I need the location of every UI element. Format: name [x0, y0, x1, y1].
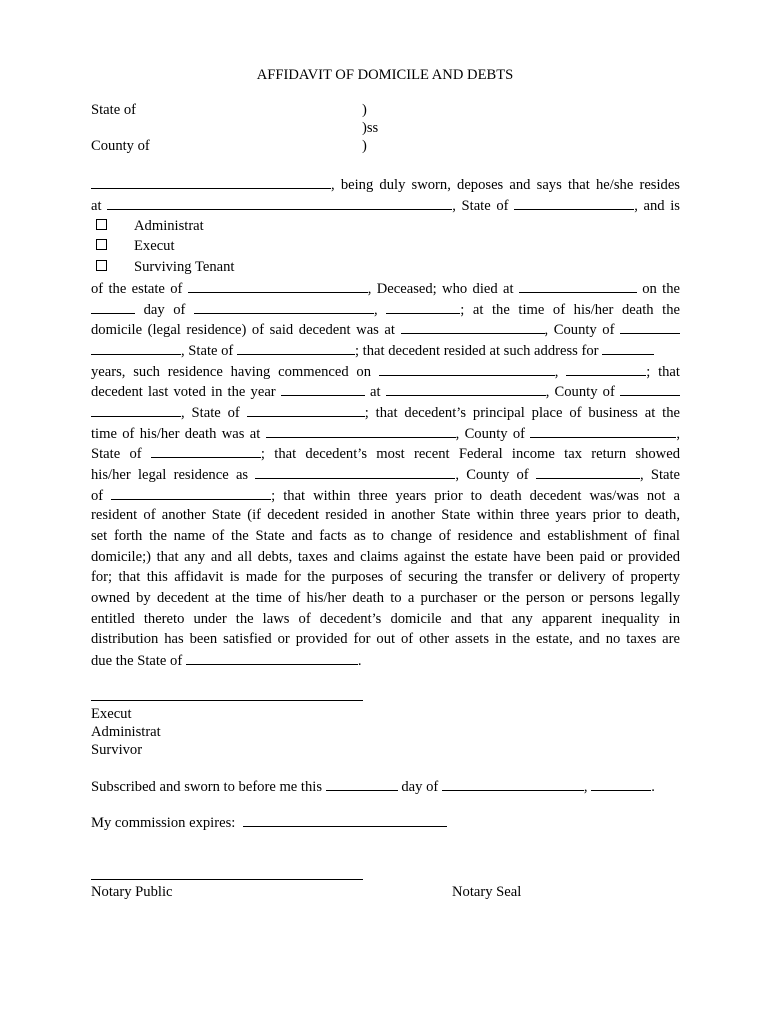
business-county-blank[interactable]	[530, 423, 676, 438]
body-line-19: entitled thereto under the laws of decedent’s domicile and that any apparent inequality in	[91, 611, 680, 627]
sworn-month-blank[interactable]	[442, 776, 584, 791]
residence-years-blank[interactable]	[602, 340, 654, 355]
body-line-7: years, such residence having commenced on , ; that	[91, 361, 680, 382]
body-line-10: time of his/her death was at , County of ,	[91, 423, 680, 444]
option-administrat[interactable]: Administrat	[96, 216, 204, 237]
body-line-18: owned by decedent at the time of his/her death to a purchaser or the person or persons legally	[91, 590, 680, 606]
checkbox-surviving-tenant[interactable]	[96, 260, 107, 271]
notary-seal-label: Notary Seal	[452, 884, 522, 900]
option-surviving-tenant[interactable]: Surviving Tenant	[96, 257, 234, 278]
taxes-state-blank[interactable]	[186, 650, 358, 665]
death-month-blank[interactable]	[194, 299, 374, 314]
commission-expiry-blank[interactable]	[243, 812, 447, 827]
venue-county-label: County of	[91, 138, 150, 154]
domicile-county-blank[interactable]	[620, 319, 680, 334]
body-line-1: , being duly sworn, deposes and says that he/she resides	[91, 174, 680, 195]
place-of-death-blank[interactable]	[519, 278, 637, 293]
notary-public-label: Notary Public	[91, 884, 173, 900]
body-line-8: decedent last voted in the year at , County of	[91, 381, 680, 402]
voted-year-blank[interactable]	[281, 381, 365, 396]
body-line-6: , State of ; that decedent resided at such address for	[91, 340, 680, 361]
death-year-blank[interactable]	[386, 299, 460, 314]
residence-start-year-blank[interactable]	[566, 361, 646, 376]
body-line-20: distribution has been satisfied or provided for out of other assets in the estate, and no taxes are	[91, 631, 680, 647]
body-line-9: , State of ; that decedent’s principal place of business at the	[91, 402, 680, 423]
sworn-year-blank[interactable]	[591, 776, 651, 791]
body-line-2: at , State of , and is	[91, 195, 680, 216]
checkbox-administrat[interactable]	[96, 219, 107, 230]
body-line-5: domicile (legal residence) of said decedent was at , County of	[91, 319, 680, 340]
domicile-address-blank[interactable]	[401, 319, 545, 334]
tax-county-blank[interactable]	[536, 464, 640, 479]
body-line-17: for; that this affidavit is made for the purposes of securing the transfer or delivery of property	[91, 569, 680, 585]
voted-county-cont-blank[interactable]	[91, 402, 181, 417]
document-title: AFFIDAVIT OF DOMICILE AND DEBTS	[256, 67, 514, 83]
commission-expires-line: My commission expires:	[91, 812, 447, 832]
affiant-address-blank[interactable]	[107, 195, 452, 210]
body-line-12: his/her legal residence as , County of , State	[91, 464, 680, 485]
domicile-county-cont-blank[interactable]	[91, 340, 181, 355]
venue-paren-bottom: )	[362, 138, 367, 154]
voted-state-blank[interactable]	[247, 402, 365, 417]
jurat-sworn-line: Subscribed and sworn to before me this day of , .	[91, 776, 655, 796]
body-line-4: day of , ; at the time of his/her death the	[91, 299, 680, 320]
body-line-13: of ; that within three years prior to death decedent was/was not a	[91, 485, 680, 506]
body-line-11: State of ; that decedent’s most recent Federal income tax return showed	[91, 443, 680, 464]
role-survivor: Survivor	[91, 742, 143, 758]
voted-county-blank[interactable]	[620, 381, 680, 396]
checkbox-execut[interactable]	[96, 239, 107, 250]
body-line-14: resident of another State (if decedent resided in another State within three years prior to death,	[91, 507, 680, 523]
business-state-blank[interactable]	[151, 443, 261, 458]
venue-state-label: State of	[91, 102, 136, 118]
venue-paren-ss: )ss	[362, 120, 379, 136]
body-line-21: due the State of .	[91, 650, 680, 671]
business-address-blank[interactable]	[266, 423, 456, 438]
affiant-signature-line[interactable]	[91, 700, 363, 701]
option-execut[interactable]: Execut	[96, 236, 175, 257]
tax-residence-blank[interactable]	[255, 464, 455, 479]
tax-state-blank[interactable]	[111, 485, 271, 500]
role-administrat: Administrat	[91, 724, 161, 740]
affiant-state-blank[interactable]	[514, 195, 634, 210]
body-line-15: set forth the name of the State and facts as to change of residence and establishment of final	[91, 528, 680, 544]
role-execut: Execut	[91, 706, 132, 722]
body-line-16: domicile;) that any and all debts, taxes and claims against the estate have been paid or provided	[91, 549, 680, 565]
notary-signature-line[interactable]	[91, 879, 363, 880]
sworn-day-blank[interactable]	[326, 776, 398, 791]
residence-start-date-blank[interactable]	[379, 361, 555, 376]
venue-paren-top: )	[362, 102, 367, 118]
decedent-name-blank[interactable]	[188, 278, 368, 293]
death-day-blank[interactable]	[91, 299, 135, 314]
domicile-state-blank[interactable]	[237, 340, 355, 355]
voted-place-blank[interactable]	[386, 381, 546, 396]
affiant-name-blank[interactable]	[91, 174, 331, 189]
body-line-3: of the estate of , Deceased; who died at on the	[91, 278, 680, 299]
